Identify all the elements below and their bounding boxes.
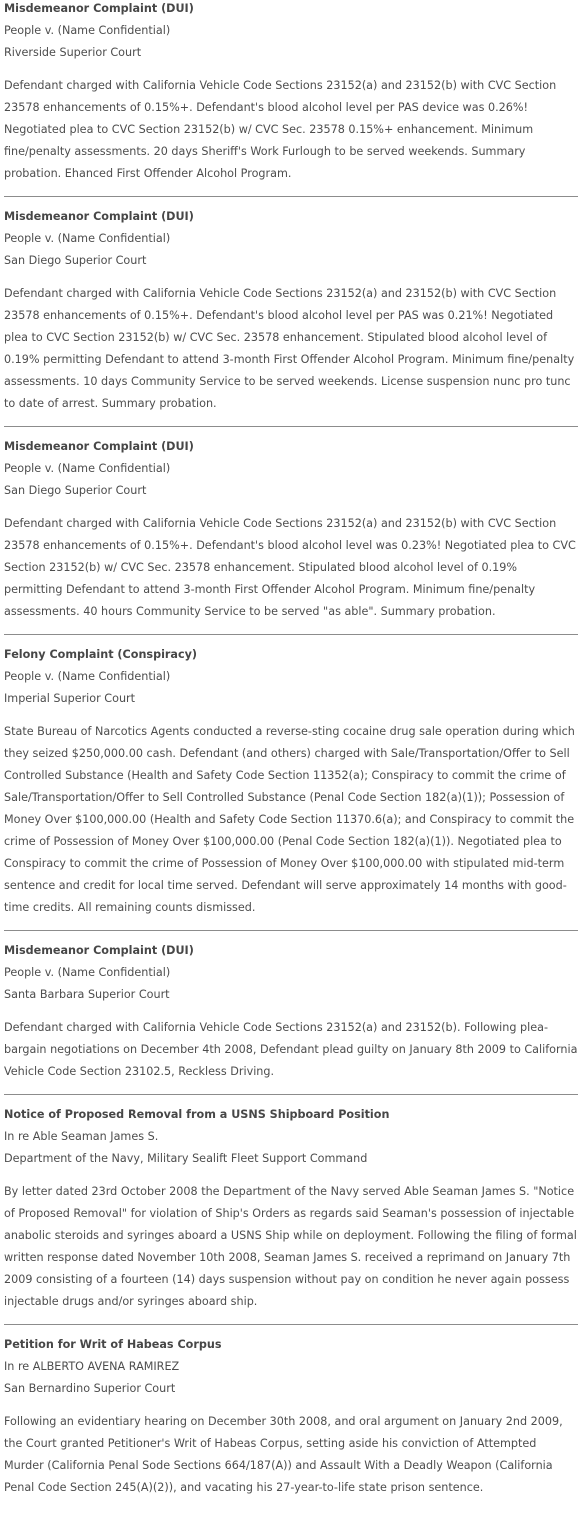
case-description: By letter dated 23rd October 2008 the Department of the Navy served Able Seaman James S. "Notice of Proposed Removal" for violation of Ship's Orders as regards said Seaman's possession of injectable anabolic steroids and syringes aboard a USNS Ship while on deployment. Following the filing of formal written response dated November 10th 2008, Seaman James S. received a reprimand on January 7th 2009 consisting of a fourteen (14) days suspension without pay on condition he never again possess injectable drugs and/or syringes aboard ship. (4, 1185, 577, 1308)
case-entry (4, 940, 578, 1095)
case-title: Misdemeanor Complaint (DUI) (4, 2, 194, 15)
case-party: People v. (Name Confidential) (4, 462, 171, 475)
case-title: Notice of Proposed Removal from a USNS Shipboard Position (4, 1108, 390, 1121)
case-entry (4, 0, 578, 197)
case-entry (4, 1104, 578, 1325)
case-title: Misdemeanor Complaint (DUI) (4, 440, 194, 453)
case-court: San Diego Superior Court (4, 254, 147, 267)
case-party: People v. (Name Confidential) (4, 232, 171, 245)
case-party: In re Able Seaman James S. (4, 1130, 159, 1143)
case-party: In re ALBERTO AVENA RAMIREZ (4, 1360, 180, 1373)
case-entry (4, 436, 578, 635)
case-description: Defendant charged with California Vehicle Code Sections 23152(a) and 23152(b) with CVC Section 23578 enhancements of 0.15%+. Defendant's blood alcohol level was 0.23%! Negotiated plea to CVC Section 23152(b) w/ CVC Sec. 23578 enhancement. Stipulated blood alcohol level of 0.19% permitting Defendant to attend 3-month First Offender Alcohol Program. Minimum fine/penalty assessments. 40 hours Community Service to be served "as able". Summary probation. (4, 517, 576, 618)
case-description: Defendant charged with California Vehicle Code Sections 23152(a) and 23152(b) with CVC Section 23578 enhancements of 0.15%+. Defendant's blood alcohol level per PAS was 0.21%! Negotiated plea to CVC Section 23152(b) w/ CVC Sec. 23578 enhancement. Stipulated blood alcohol level of 0.19% permitting Defendant to attend 3-month First Offender Alcohol Program. Minimum fine/penalty assessments. 10 days Community Service to be served weekends. License suspension nunc pro tunc to date of arrest. Summary probation. (4, 287, 575, 410)
case-party: People v. (Name Confidential) (4, 670, 171, 683)
case-court: Department of the Navy, Military Sealift Fleet Support Command (4, 1152, 368, 1165)
case-description: State Bureau of Narcotics Agents conducted a reverse-sting cocaine drug sale operation during which they seized $250,000.00 cash. Defendant (and others) charged with Sale/Transportation/Offer to Sell Controlled Substance (Health and Safety Code Section 11352(a); Conspiracy to commit the crime of Sale/Transportation/Offer to Sell Controlled Substance (Penal Code Section 182(a)(1)); Possession of Money Over $100,000.00 (Health and Safety Code Section 11370.6(a); and Conspiracy to commit the crime of Possession of Money Over $100,000.00 (Penal Code Section 182(a)(1)). Negotiated plea to Conspiracy to commit the crime of Possession of Money Over $100,000.00 with stipulated mid-term sentence and credit for local time served. Defendant will serve approximately 14 months with good-time credits. All remaining counts dismissed. (4, 725, 575, 914)
case-title: Felony Complaint (Conspiracy) (4, 648, 198, 661)
case-court: Imperial Superior Court (4, 692, 136, 705)
case-court: San Bernardino Superior Court (4, 1382, 176, 1395)
case-description: Following an evidentiary hearing on December 30th 2008, and oral argument on January 2nd 2009, the Court granted Petitioner's Writ of Habeas Corpus, setting aside his conviction of Attempted Murder (California Penal Sode Sections 664/187(A)) and Assault With a Deadly Weapon (California Penal Code Section 245(A)(2)), and vacating his 27-year-to-life state prison sentence. (4, 1415, 563, 1494)
case-court: San Diego Superior Court (4, 484, 147, 497)
case-title: Petition for Writ of Habeas Corpus (4, 1338, 222, 1351)
case-entry (4, 206, 578, 427)
case-title: Misdemeanor Complaint (DUI) (4, 210, 194, 223)
case-party: People v. (Name Confidential) (4, 24, 171, 37)
case-entry (4, 644, 578, 931)
case-entry (4, 1334, 578, 1510)
case-description: Defendant charged with California Vehicle Code Sections 23152(a) and 23152(b) with CVC Section 23578 enhancements of 0.15%+. Defendant's blood alcohol level per PAS device was 0.26%! Negotiated plea to CVC Section 23152(b) w/ CVC Sec. 23578 0.15%+ enhancement. Minimum fine/penalty assessments. 20 days Sheriff's Work Furlough to be served weekends. Summary probation. Ehanced First Offender Alcohol Program. (4, 79, 557, 180)
case-party: People v. (Name Confidential) (4, 966, 171, 979)
case-description: Defendant charged with California Vehicle Code Sections 23152(a) and 23152(b). Following plea-bargain negotiations on December 4th 2008, Defendant plead guilty on January 8th 2009 to California Vehicle Code Section 23102.5, Reckless Driving. (4, 1021, 578, 1078)
case-court: Santa Barbara Superior Court (4, 988, 170, 1001)
case-title: Misdemeanor Complaint (DUI) (4, 944, 194, 957)
case-court: Riverside Superior Court (4, 46, 142, 59)
